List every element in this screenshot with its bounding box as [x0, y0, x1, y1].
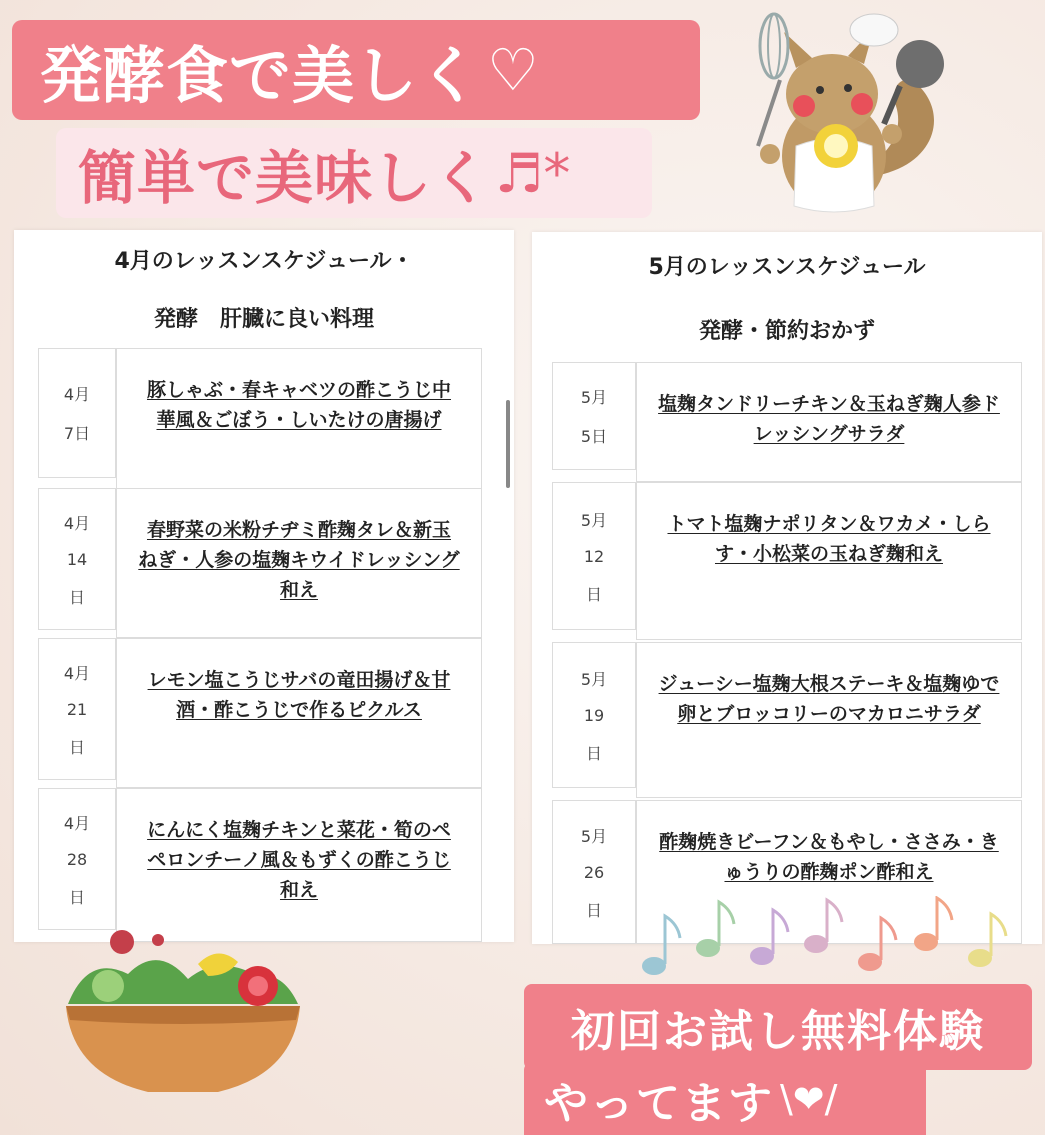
lesson-month: 5月 — [580, 510, 608, 530]
lesson-date — [38, 348, 116, 478]
lesson-day-suffix: 日 — [585, 900, 602, 920]
lesson-month: 4月 — [63, 663, 91, 683]
heart-icon: ♡ — [487, 36, 540, 104]
lesson-menu-cell — [116, 788, 482, 942]
lesson-day: 21 — [66, 699, 88, 719]
lesson-menu-link[interactable]: レモン塩こうじサバの竜田揚げ＆甘酒・酢こうじで作るピクルス — [147, 669, 451, 721]
lesson-day: 12 — [583, 546, 605, 566]
lesson-menu-link[interactable]: トマト塩麹ナポリタン＆ワカメ・しらす・小松菜の玉ねぎ麹和え — [667, 513, 991, 565]
lesson-date — [552, 642, 636, 788]
free-trial-banner[interactable] — [524, 984, 1032, 1070]
headline-banner-main — [12, 20, 700, 120]
lesson-month: 4月 — [63, 385, 91, 404]
headline-line1: 発酵食で美しく — [40, 38, 482, 112]
lesson-date — [552, 800, 636, 944]
music-notes-decoration — [630, 896, 1020, 986]
lesson-day: 28 — [66, 849, 88, 869]
april-schedule-panel — [14, 230, 514, 942]
lesson-month: 5月 — [580, 388, 608, 407]
lesson-menu-link[interactable]: ジューシー塩麹大根ステーキ＆塩麹ゆで卵とブロッコリーのマカロニサラダ — [658, 673, 1000, 725]
salad-bowl-illustration — [58, 924, 308, 1104]
lesson-day-suffix: 日 — [68, 737, 85, 757]
lesson-date — [38, 788, 116, 930]
scrollbar[interactable] — [506, 400, 510, 488]
lesson-date — [38, 638, 116, 780]
lesson-date — [38, 488, 116, 630]
april-title: 4月のレッスンスケジュール・ — [114, 249, 414, 274]
lesson-menu-link[interactable]: 豚しゃぶ・春キャベツの酢こうじ中華風＆ごぼう・しいたけの唐揚げ — [146, 379, 451, 431]
april-subtitle: 発酵 肝臓に良い料理 — [153, 307, 374, 332]
lesson-day-suffix: 日 — [585, 743, 602, 763]
lesson-date — [552, 362, 636, 470]
lesson-month: 4月 — [63, 813, 91, 833]
may-title: 5月のレッスンスケジュール — [648, 255, 926, 280]
cta-line2: やってます — [544, 1077, 774, 1129]
lesson-day: 26 — [583, 862, 605, 882]
lesson-date — [552, 482, 636, 630]
lesson-menu-link[interactable]: 塩麹タンドリーチキン＆玉ねぎ麹人参ドレッシングサラダ — [658, 393, 1000, 445]
lesson-menu-cell — [116, 638, 482, 788]
lesson-menu-link[interactable]: にんにく塩麹チキンと菜花・筍のペペロンチーノ風＆もずくの酢こうじ和え — [147, 819, 451, 901]
lesson-day: 7日 — [63, 424, 91, 443]
lesson-menu-link[interactable]: 春野菜の米粉チヂミ酢麹タレ＆新玉ねぎ・人参の塩麹キウイドレッシング和え — [138, 519, 460, 601]
lesson-day-suffix: 日 — [68, 887, 85, 907]
lesson-day: 19 — [583, 705, 605, 725]
may-subtitle: 発酵・節約おかず — [698, 319, 875, 344]
lesson-menu-cell — [116, 488, 482, 638]
lesson-month: 4月 — [63, 513, 91, 533]
music-note-icon: ♬* — [495, 141, 571, 205]
lesson-day: 14 — [66, 549, 88, 569]
lesson-day-suffix: 日 — [68, 587, 85, 607]
lesson-menu-cell — [636, 642, 1022, 798]
lesson-menu-cell — [116, 348, 482, 498]
headline-line2: 簡単で美味しく — [78, 144, 492, 212]
lesson-day: 5日 — [580, 427, 608, 446]
headline-banner-sub — [56, 128, 652, 218]
may-schedule-panel — [532, 232, 1042, 944]
free-trial-banner-line2[interactable] — [524, 1062, 926, 1135]
cta-line1: 初回お試し無料体験 — [571, 1006, 985, 1057]
lesson-day-suffix: 日 — [585, 584, 602, 604]
lesson-month: 5月 — [580, 826, 608, 846]
squirrel-chef-illustration — [724, 6, 954, 224]
lesson-month: 5月 — [580, 669, 608, 689]
lesson-menu-cell — [636, 362, 1022, 482]
heart-icon: \❤/ — [780, 1076, 838, 1121]
lesson-menu-link[interactable]: 酢麹焼きビーフン＆もやし・ささみ・きゅうりの酢麹ポン酢和え — [659, 831, 999, 883]
lesson-menu-cell — [636, 482, 1022, 640]
